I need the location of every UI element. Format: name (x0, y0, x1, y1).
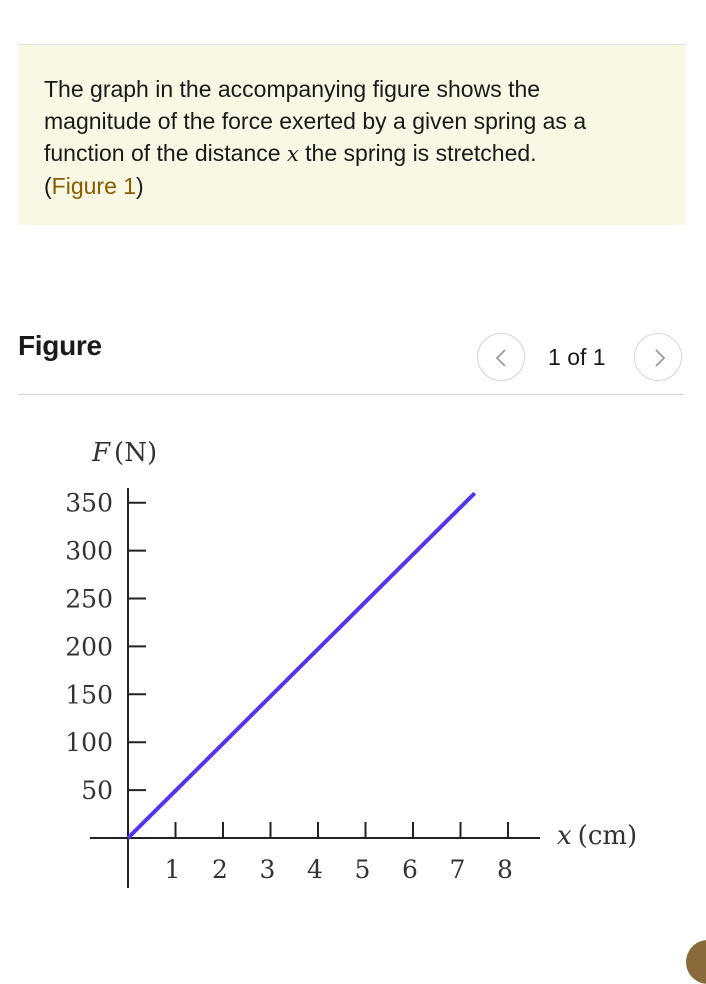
force-vs-distance-chart (0, 420, 706, 900)
x-tick-label: 1 (164, 855, 181, 884)
figure-title: Figure (18, 330, 102, 361)
chart-series (128, 493, 475, 838)
problem-statement (18, 44, 686, 225)
prompt-line-3 (44, 137, 662, 170)
y-tick-label: 300 (65, 536, 113, 566)
figure-1-link[interactable]: Figure 1 (51, 173, 137, 199)
prompt-line-1: The graph in the accompanying figure shows the (44, 76, 541, 102)
y-axis-variable: F (92, 438, 111, 468)
y-tick-label: 350 (65, 488, 113, 518)
chevron-left-icon (478, 334, 526, 382)
y-axis-unit: (N) (114, 438, 158, 468)
figure-header (18, 322, 684, 395)
x-tick-label: 8 (497, 855, 513, 884)
y-tick-label: 200 (65, 632, 113, 662)
chart-axes (90, 488, 540, 888)
prompt-line-3-start: function of the distance (44, 140, 287, 166)
paren-close: ) (136, 173, 144, 199)
chart-ticks (65, 489, 513, 884)
previous-figure-button[interactable] (477, 333, 525, 381)
next-figure-button[interactable] (634, 333, 682, 381)
x-tick-label: 6 (402, 855, 418, 884)
x-tick-label: 5 (354, 855, 371, 884)
paren-open: ( (44, 173, 52, 199)
x-tick-label: 4 (307, 855, 323, 884)
x-axis-label (557, 821, 637, 851)
x-axis-unit: (cm) (577, 821, 638, 851)
figure-pager (548, 344, 606, 371)
chevron-right-icon (635, 334, 683, 382)
prompt-line-2: magnitude of the force exerted by a given spring as a (44, 108, 587, 134)
prompt-line-4 (44, 170, 662, 202)
force-line (128, 493, 475, 838)
x-tick-label: 2 (212, 855, 228, 884)
corner-badge (686, 940, 706, 984)
prompt-line-3-end: the spring is stretched. (298, 140, 537, 166)
y-tick-label: 150 (65, 680, 113, 710)
y-tick-label: 50 (81, 776, 113, 806)
pager-total: 1 (592, 344, 606, 370)
distance-variable: x (286, 142, 299, 166)
x-tick-label: 3 (259, 855, 276, 884)
y-tick-label: 100 (65, 728, 113, 758)
x-axis-variable: x (557, 821, 572, 851)
pager-current: 1 (548, 344, 561, 370)
y-axis-label (91, 438, 157, 468)
pager-of: of (567, 344, 587, 370)
x-tick-label: 7 (449, 855, 466, 884)
y-tick-label: 250 (65, 584, 113, 614)
